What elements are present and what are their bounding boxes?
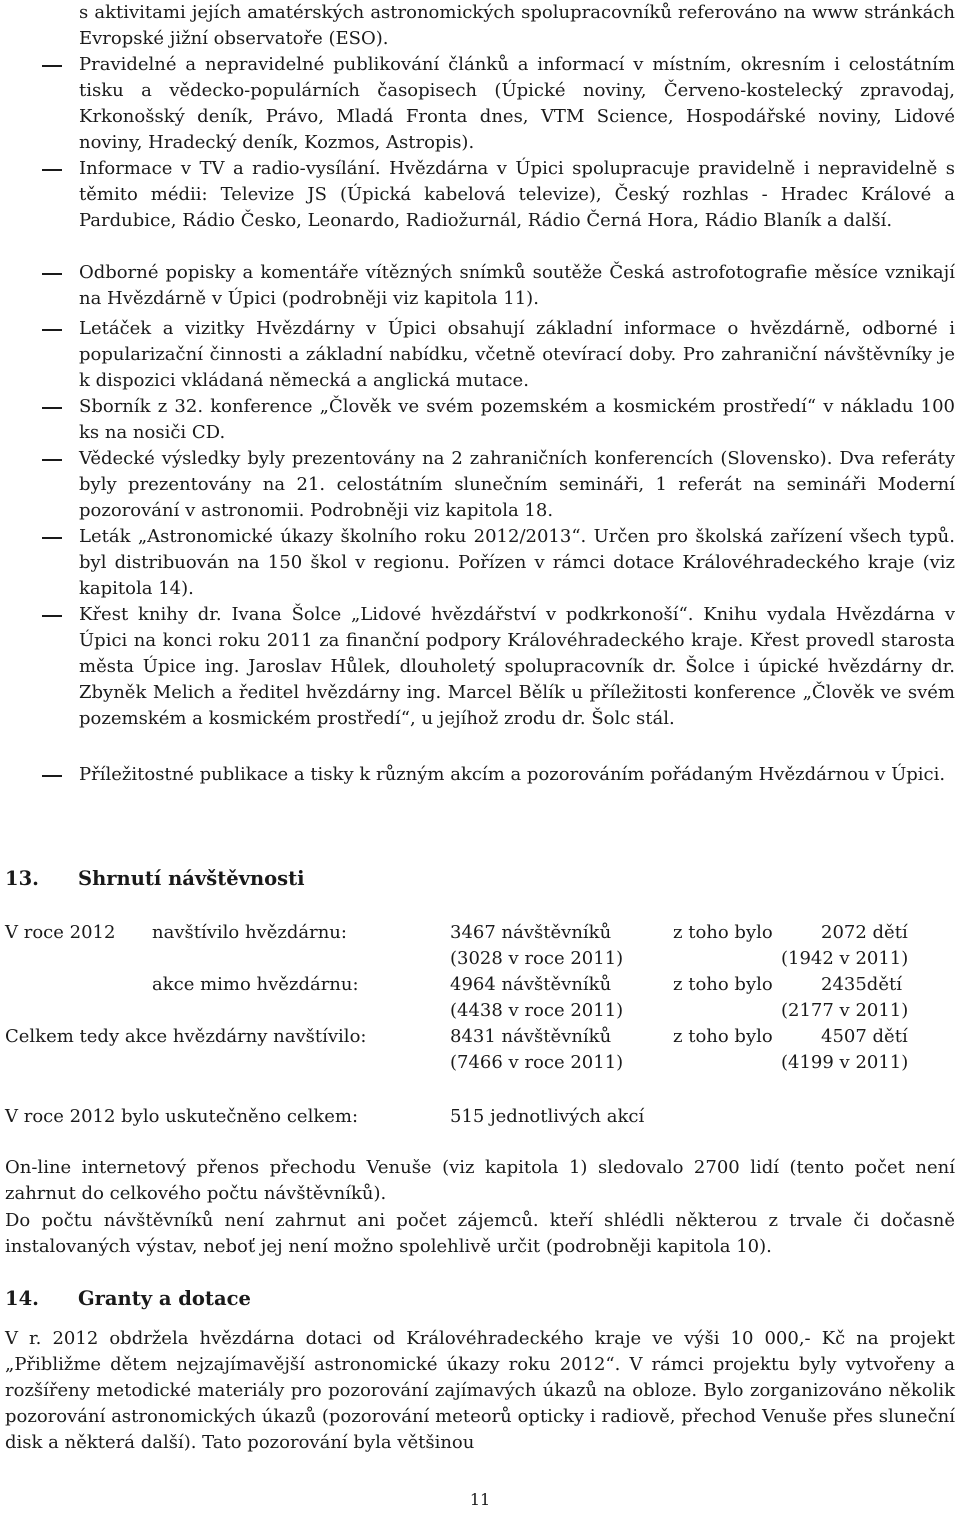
row1-of: z toho bylo [673, 922, 773, 943]
section-number: 14. [5, 1287, 39, 1310]
bullet-dash [42, 775, 62, 777]
bullet-tv-radio: Informace v TV a radio-vysílání. Hvězdárna v Úpici spolupracuje pravidelně i nepravidelně s těmito médii: Televize JS (Úpická kabelová televize), Český rozhlas - Hradec Králové a Pardubice, Rádio Česko, Leonardo, Radiožurnál, Rádio Černá Hora, Rádio Blaník a další. [79, 158, 955, 231]
row3-label: Celkem tedy akce hvězdárny navštívilo: [5, 1026, 367, 1047]
row3-count: 8431 návštěvníků [450, 1026, 612, 1047]
row1-kids: 2072 dětí [821, 922, 908, 943]
bullet-dash [42, 615, 62, 617]
bullet-dash [42, 329, 62, 331]
bullet-dash [42, 65, 62, 67]
page-number: 11 [469, 1490, 491, 1509]
events-value: 515 jednotlivých akcí [450, 1106, 645, 1127]
row2-kids: 2435dětí [821, 974, 902, 995]
row2-of: z toho bylo [673, 974, 773, 995]
section-13-heading [5, 867, 305, 890]
bullet-dash [42, 459, 62, 461]
bullet-dash [42, 537, 62, 539]
bullet-dash [42, 407, 62, 409]
note-exhibitions: Do počtu návštěvníků není zahrnut ani počet zájemců. kteří shlédli některou z trvale či dočasně instalovaných výstav, neboť jej není možno spolehlivě určit (podrobněji kapitola 10). [5, 1210, 955, 1257]
row2-count: 4964 návštěvníků [450, 974, 612, 995]
bullet-book-launch: Křest knihy dr. Ivana Šolce „Lidové hvězdářství v podkrkonoší“. Knihu vydala Hvězdárna v Úpici na konci roku 2011 za finanční podpory Královéhradeckého kraje. Křest provedl starosta města Úpice ing. Jaroslav Hůlek, dlouholetý spolupracovník dr. Šolce i úpické hvězdárny dr. Zbyněk Melich a ředitel hvězdárny ing. Marcel Bělík u příležitosti konference „Člověk ve svém pozemském a kosmickém prostředí“, u jejíhož zrodu dr. Šolc stál. [79, 604, 955, 729]
row2-kids-prev: (2177 v 2011) [781, 1000, 909, 1021]
bullet-dash [42, 169, 62, 171]
bullet-science: Vědecké výsledky byly prezentovány na 2 zahraničních konferencích (Slovensko). Dva referáty byly prezentovány na 21. celostátním slunečním semináři, 1 referát na semináři Moderní pozorování v astronomii. Podrobněji viz kapitola 18. [79, 448, 955, 521]
row3-prev: (7466 v roce 2011) [450, 1052, 624, 1073]
bullet-publications: Příležitostné publikace a tisky k různým akcím a pozorováním pořádaným Hvězdárnou v Úpici. [79, 764, 946, 785]
bullet-school-leaflet: Leták „Astronomické úkazy školního roku 2012/2013“. Určen pro školská zařízení všech typů. byl distribuován na 150 škol v regionu. Pořízen v rámci dotace Královéhradeckého kraje (viz kapitola 14). [79, 526, 955, 599]
bullet-press: Pravidelné a nepravidelné publikování článků a informací v místním, okresním i celostátním tisku a vědecko-populárních časopisech (Úpické noviny, Červeno-kostelecký zpravodaj, Krkonošský deník, Právo, Mladá Fronta dnes, VTM Science, Hospodářské noviny, Lidové noviny, Hradecký deník, Kozmos, Astropis). [79, 54, 955, 153]
bullet-astrophoto: Odborné popisky a komentáře vítězných snímků soutěže Česká astrofotografie měsíce vznikají na Hvězdárně v Úpici (podrobněji viz kapitola 11). [79, 262, 955, 309]
grants-paragraph: V r. 2012 obdržela hvězdárna dotaci od Královéhradeckého kraje ve výši 10 000,- Kč na projekt „Přibližme dětem nejzajímavější astronomické úkazy roku 2012“. V rámci projektu byly vytvořeny a rozšířeny metodické materiály pro pozorování zajímavých úkazů na obloze. Bylo zorganizováno několik pozorování astronomických úkazů (pozorování meteorů opticky i radiově, přechod Venuše přes sluneční disk a některá další). Tato pozorování byla většinou [5, 1328, 955, 1453]
note-venus-stream: On-line internetový přenos přechodu Venuše (viz kapitola 1) sledovalo 2700 lidí (tento počet není zahrnut do celkového počtu návštěvníků). [5, 1157, 955, 1204]
row1-year-label: V roce 2012 [5, 922, 116, 943]
bullet-leaflet: Letáček a vizitky Hvězdárny v Úpici obsahují základní informace o hvězdárně, odborné i popularizační činnosti a základní nabídku, včetně otevírací doby. Pro zahraniční návštěvníky je k dispozici vkládaná německá a anglická mutace. [79, 318, 955, 391]
row3-kids: 4507 dětí [821, 1026, 908, 1047]
events-label: V roce 2012 bylo uskutečněno celkem: [5, 1106, 359, 1127]
bullet-proceedings: Sborník z 32. konference „Člověk ve svém pozemském a kosmickém prostředí“ v nákladu 100 ks na nosiči CD. [79, 396, 955, 443]
row1-kids-prev: (1942 v 2011) [781, 948, 909, 969]
row3-of: z toho bylo [673, 1026, 773, 1047]
row1-prev: (3028 v roce 2011) [450, 948, 624, 969]
row1-label: navštívilo hvězdárnu: [152, 922, 347, 943]
row2-prev: (4438 v roce 2011) [450, 1000, 624, 1021]
row3-kids-prev: (4199 v 2011) [781, 1052, 909, 1073]
row2-label: akce mimo hvězdárnu: [152, 974, 359, 995]
section-14-heading [5, 1287, 251, 1310]
bullet-dash [42, 273, 62, 275]
row1-count: 3467 návštěvníků [450, 922, 612, 943]
section-title: Granty a dotace [78, 1287, 251, 1310]
section-number: 13. [5, 867, 39, 890]
section-title: Shrnutí návštěvnosti [78, 867, 305, 890]
intro-continuation: s aktivitami jejích amatérských astronomických spolupracovníků referováno na www stránkách Evropské jižní observatoře (ESO). [79, 2, 955, 49]
